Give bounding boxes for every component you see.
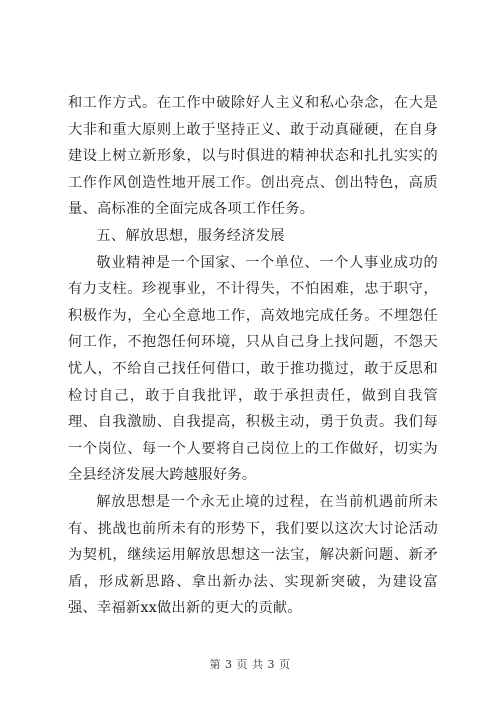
- document-body: [68, 90, 438, 622]
- section-heading-five: 五、解放思想，服务经济发展: [96, 227, 285, 244]
- page-footer: 第 3 页 共 3 页: [209, 658, 291, 671]
- paragraph-dedication: 敬业精神是一个国家、一个单位、一个人事业成功的有力支柱。珍视事业，不计得失，不怕困难，忠于职守，积极作为，全心全意地工作，高效地完成任务。不埋怨任何工作，不抱怨任何环境，只从自己身上找问题，不怨天忧人，不给自己找任何借口，敢于推功揽过，敢于反思和检讨自己，敢于自我批评，敢于承担责任，做到自我管理、自我激励、自我提高，积极主动，勇于负责。我们每一个岗位、每一个人要将自己岗位上的工作做好，切实为全县经济发展大跨越服好务。: [68, 254, 438, 484]
- paragraph-emancipate-mind: 解放思想是一个永无止境的过程，在当前机遇前所未有、挑战也前所未有的形势下，我们要以这次大讨论活动为契机，继续运用解放思想这一法宝，解决新问题、新矛盾，形成新思路、拿出新办法、实现新突破，为建设富强、幸福新xx做出新的更大的贡献。: [68, 493, 438, 617]
- paragraph-continuation: 和工作方式。在工作中破除好人主义和私心杂念，在大是大非和重大原则上敢于坚持正义、敢于动真碰硬，在自身建设上树立新形象，以与时俱进的精神状态和扎扎实实的工作作风创造性地开展工作。创出亮点、创出特色，高质量、高标准的全面完成各项工作任务。: [68, 95, 438, 218]
